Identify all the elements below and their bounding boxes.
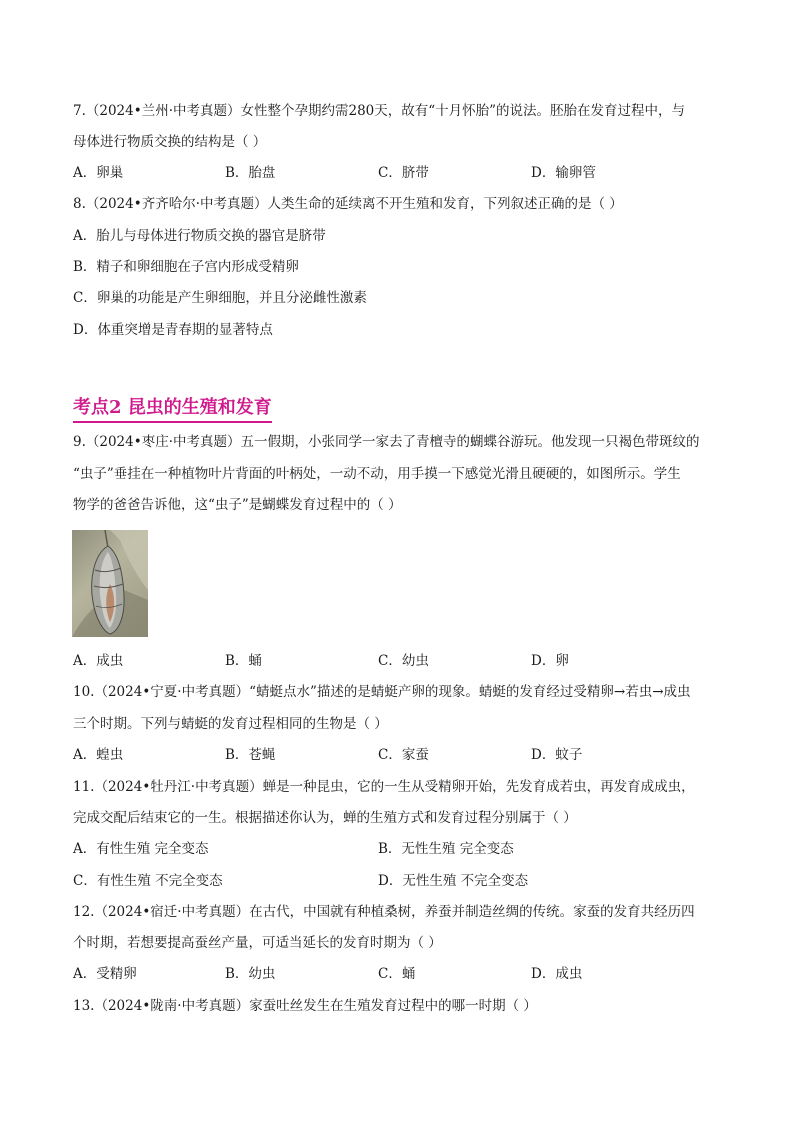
question-8-line-1: 8.（2024•齐齐哈尔·中考真题）人类生命的延续离不开生殖和发育，下列叙述正确的是（ ） [73, 196, 623, 212]
question-9-option-c: C．幼虫 [378, 653, 429, 669]
question-9-line-3: 物学的爸爸告诉他，这“虫子”是蝴蝶发育过程中的（ ） [73, 497, 402, 513]
question-7-option-b: B．胎盘 [225, 165, 276, 181]
chrysalis-photo [72, 530, 148, 637]
question-11-option-a: A．有性生殖 完全变态 [73, 841, 209, 857]
question-11-option-d: D．无性生殖 不完全变态 [378, 873, 529, 889]
question-10-option-b: B．苍蝇 [225, 747, 276, 763]
question-12-line-2: 个时期，若想要提高蚕丝产量，可适当延长的发育时期为（ ） [73, 935, 442, 951]
question-10-line-1: 10.（2024•宁夏·中考真题）“蜻蜓点水”描述的是蜻蜓产卵的现象。蜻蜓的发育经过受精卵→若虫→成虫 [73, 684, 691, 700]
question-8-option-d: D．体重突增是青春期的显著特点 [73, 322, 273, 338]
question-10-option-c: C．家蚕 [378, 747, 429, 763]
question-9-option-d: D．卵 [531, 653, 569, 669]
question-7-option-a: A．卵巢 [73, 165, 124, 181]
question-11-option-c: C．有性生殖 不完全变态 [73, 873, 223, 889]
question-8-option-b: B．精子和卵细胞在子宫内形成受精卵 [73, 259, 299, 275]
question-7-option-d: D．输卵管 [531, 165, 596, 181]
question-7-option-c: C．脐带 [378, 165, 429, 181]
question-13-line-1: 13.（2024•陇南·中考真题）家蚕吐丝发生在生殖发育过程中的哪一时期（ ） [73, 998, 537, 1014]
question-7-line-2: 母体进行物质交换的结构是（ ） [73, 134, 267, 150]
question-12-option-a: A．受精卵 [73, 966, 137, 982]
question-10-option-d: D．蚊子 [531, 747, 583, 763]
question-11-line-1: 11.（2024•牡丹江·中考真题）蝉是一种昆虫，它的一生从受精卵开始，先发育成若虫，再发育成成虫， [73, 779, 695, 795]
question-12-option-d: D．成虫 [531, 966, 583, 982]
question-12-option-c: C．蛹 [378, 966, 416, 982]
question-9-option-b: B．蛹 [225, 653, 262, 669]
question-7-line-1: 7.（2024•兰州·中考真题）女性整个孕期约需280天，故有“十月怀胎”的说法。胚胎在发育过程中，与 [73, 103, 686, 119]
question-10-line-2: 三个时期。下列与蜻蜓的发育过程相同的生物是（ ） [73, 716, 388, 732]
section-title: 考点2 昆虫的生殖和发育 [73, 396, 272, 423]
question-9-line-1: 9.（2024•枣庄·中考真题）五一假期，小张同学一家去了青檀寺的蝴蝶谷游玩。他发现一只褐色带斑纹的 [73, 434, 700, 450]
question-9-line-2: “虫子”垂挂在一种植物叶片背面的叶柄处，一动不动，用手摸一下感觉光滑且硬硬的，如图所示。学生 [73, 466, 681, 482]
question-11-line-2: 完成交配后结束它的一生。根据描述你认为，蝉的生殖方式和发育过程分别属于（ ） [73, 810, 577, 826]
question-12-line-1: 12.（2024•宿迁·中考真题）在古代，中国就有种植桑树，养蚕并制造丝绸的传统。家蚕的发育共经历四 [73, 904, 695, 920]
question-8-option-c: C．卵巢的功能是产生卵细胞，并且分泌雌性激素 [73, 290, 367, 306]
question-11-option-b: B．无性生殖 完全变态 [378, 841, 514, 857]
question-9-option-a: A．成虫 [73, 653, 124, 669]
question-10-option-a: A．蝗虫 [73, 747, 124, 763]
question-8-option-a: A．胎儿与母体进行物质交换的器官是脐带 [73, 228, 326, 244]
question-12-option-b: B．幼虫 [225, 966, 276, 982]
